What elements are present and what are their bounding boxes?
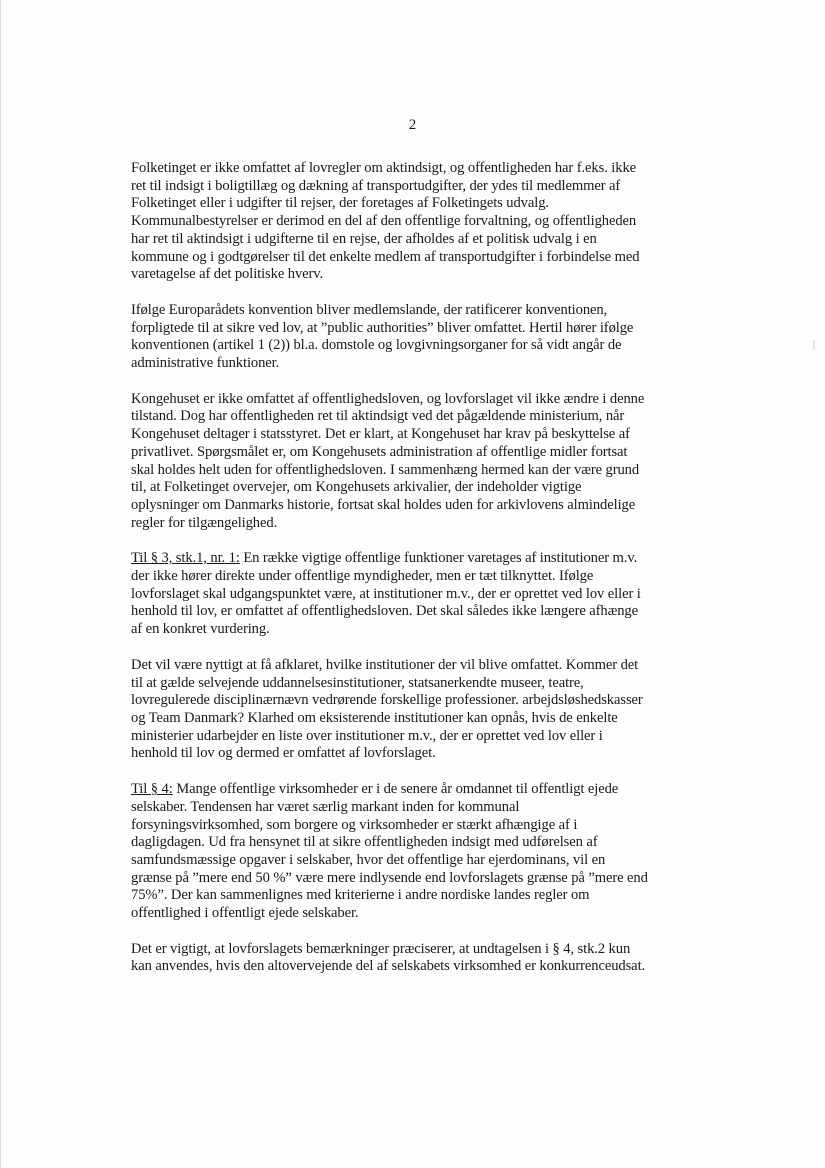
text-line — [131, 692, 687, 710]
text-run: ret til indsigt i boligtillæg og dækning af transportudgifter, der ydes til medlemmer af — [131, 177, 621, 194]
text-line — [131, 905, 687, 923]
text-run: der ikke hører direkte under offentlige myndigheder, men er tæt tilknyttet. Ifølge — [131, 568, 594, 585]
text-line — [131, 408, 687, 426]
text-line — [131, 941, 687, 959]
text-line — [131, 568, 687, 586]
text-run: til, at Folketinget overvejer, om Kongehusets arkivalier, der indeholder vigtige — [131, 479, 582, 496]
page-number: 2 — [408, 117, 417, 133]
paragraph — [131, 302, 687, 373]
text-line — [131, 426, 687, 444]
text-run: kan anvendes, hvis den altovervejende del af selskabets virksomhed er konkurrenceudsat. — [131, 958, 646, 975]
text-line — [131, 958, 687, 976]
text-run: Ifølge Europarådets konvention bliver medlemslande, der ratificerer konventionen, — [131, 301, 608, 318]
text-line — [131, 249, 687, 267]
text-run: varetagelse af det politiske hverv. — [131, 266, 324, 283]
text-run: regler for tilgængelighed. — [131, 514, 278, 531]
text-run: af en konkret vurdering. — [131, 621, 270, 638]
text-line — [131, 852, 687, 870]
text-line — [131, 745, 687, 763]
text-run: Kommunalbestyrelser er derimod en del af den offentlige forvaltning, og offentligheden — [131, 213, 637, 230]
text-line — [131, 213, 687, 231]
text-run: oplysninger om Danmarks historie, fortsat skal holdes uden for arkivlovens almindelige — [131, 496, 636, 513]
text-line — [131, 515, 687, 533]
text-line — [131, 462, 687, 480]
text-run: En række vigtige offentlige funktioner varetages af institutioner m.v. — [239, 550, 638, 567]
text-line — [131, 355, 687, 373]
text-run: administrative funktioner. — [131, 355, 280, 372]
text-line — [131, 231, 687, 249]
text-line — [131, 550, 687, 568]
text-line — [131, 497, 687, 515]
paragraph — [131, 657, 687, 763]
text-run: offentlighed i offentligt ejede selskaber. — [131, 905, 359, 922]
text-run: Mange offentlige virksomheder er i de senere år omdannet til offentligt ejede — [172, 781, 619, 798]
text-run: dagligdagen. Ud fra hensynet til at sikre offentligheden indsigt med udførelsen af — [131, 834, 598, 851]
text-run: forpligtede til at sikre ved lov, at ”public authorities” bliver omfattet. Hertil hører ifølge — [131, 319, 634, 336]
text-run: Det vil være nyttigt at få afklaret, hvilke institutioner der vil blive omfattet. Kommer det — [131, 656, 639, 673]
text-line — [131, 479, 687, 497]
text-line — [131, 444, 687, 462]
text-run: ministerier udarbejder en liste over institutioner m.v., der er oprettet ved lov eller i — [131, 727, 603, 744]
text-run: konventionen (artikel 1 (2)) bl.a. domstole og lovgivningsorganer for så vidt angår de — [131, 337, 622, 354]
paragraph — [131, 550, 687, 639]
text-line — [131, 657, 687, 675]
text-line — [131, 887, 687, 905]
text-run: grænse på ”mere end 50 %” være mere indlysende end lovforslagets grænse på ”mere end — [131, 869, 648, 886]
scan-speck — [813, 340, 815, 350]
section-reference: Til § 3, stk.1, nr. 1: — [131, 550, 240, 567]
text-run: lovregulerede disciplinærnævn vedrørende forskellige professioner. arbejdsløshedskasser — [131, 692, 643, 709]
text-line — [131, 675, 687, 693]
text-line — [131, 870, 687, 888]
paragraph — [131, 781, 687, 923]
text-line — [131, 781, 687, 799]
text-run: skal holdes helt uden for offentlighedsloven. I sammenhæng hermed kan der være grund — [131, 461, 640, 478]
text-run: selskaber. Tendensen har været særlig markant inden for kommunal — [131, 798, 520, 815]
text-run: lovforslaget skal udgangspunktet være, at institutioner m.v., der er oprettet ved lov eller i — [131, 585, 641, 602]
text-run: kommune og i godtgørelser til det enkelte medlem af transportudgifter i forbindelse med — [131, 248, 640, 265]
text-line — [131, 302, 687, 320]
section-reference: Til § 4: — [131, 781, 173, 798]
text-run: privatlivet. Spørgsmålet er, om Kongehusets administration af offentlige midler fortsat — [131, 443, 628, 460]
text-run: Det er vigtigt, at lovforslagets bemærkninger præciserer, at undtagelsen i § 4, stk.2 kun — [131, 940, 631, 957]
text-run: og Team Danmark? Klarhed om eksisterende institutioner kan opnås, hvis de enkelte — [131, 709, 618, 726]
text-run: Folketinget er ikke omfattet af lovregler om aktindsigt, og offentligheden har f.eks. ikke — [131, 160, 637, 176]
text-run: Kongehuset deltager i statsstyret. Det er klart, at Kongehuset har krav på beskyttelse af — [131, 426, 630, 443]
text-line — [131, 391, 687, 409]
text-run: henhold til lov og dermed er omfattet af lovforslaget. — [131, 745, 436, 762]
text-line — [131, 178, 687, 196]
text-run: 75%”. Der kan sammenlignes med kriterierne i andre nordiske landes regler om — [131, 887, 590, 904]
text-line — [131, 266, 687, 284]
text-line — [131, 603, 687, 621]
text-line — [131, 834, 687, 852]
body-text — [131, 160, 687, 994]
text-line — [131, 195, 687, 213]
text-run: til at gælde selvejende uddannelsesinstitutioner, statsanerkendte museer, teatre, — [131, 674, 584, 691]
text-line — [131, 728, 687, 746]
text-run: har ret til aktindsigt i udgifterne til en rejse, der afholdes af et politisk udvalg i en — [131, 230, 597, 247]
paragraph — [131, 391, 687, 533]
text-run: samfundsmæssige opgaver i selskaber, hvor det offentlige har ejerdominans, vil en — [131, 851, 606, 868]
text-line — [131, 710, 687, 728]
text-line — [131, 160, 687, 178]
text-run: Folketinget eller i udgifter til rejser, der foretages af Folketingets udvalg. — [131, 195, 549, 212]
text-run: Kongehuset er ikke omfattet af offentlighedsloven, og lovforslaget vil ikke ændre i denne — [131, 390, 645, 407]
paragraph — [131, 941, 687, 976]
text-line — [131, 586, 687, 604]
text-line — [131, 799, 687, 817]
text-line — [131, 320, 687, 338]
text-line — [131, 621, 687, 639]
scan-edge-line — [0, 0, 7, 1168]
paragraph — [131, 160, 687, 284]
text-line — [131, 817, 687, 835]
text-run: tilstand. Dog har offentligheden ret til aktindsigt ved det pågældende ministerium, når — [131, 408, 625, 425]
text-line — [131, 337, 687, 355]
text-run: henhold til lov, er omfattet af offentlighedsloven. Det skal således ikke længere afhænge — [131, 603, 639, 620]
text-run: forsyningsvirksomhed, som borgere og virksomheder er stærkt afhængige af i — [131, 816, 578, 833]
